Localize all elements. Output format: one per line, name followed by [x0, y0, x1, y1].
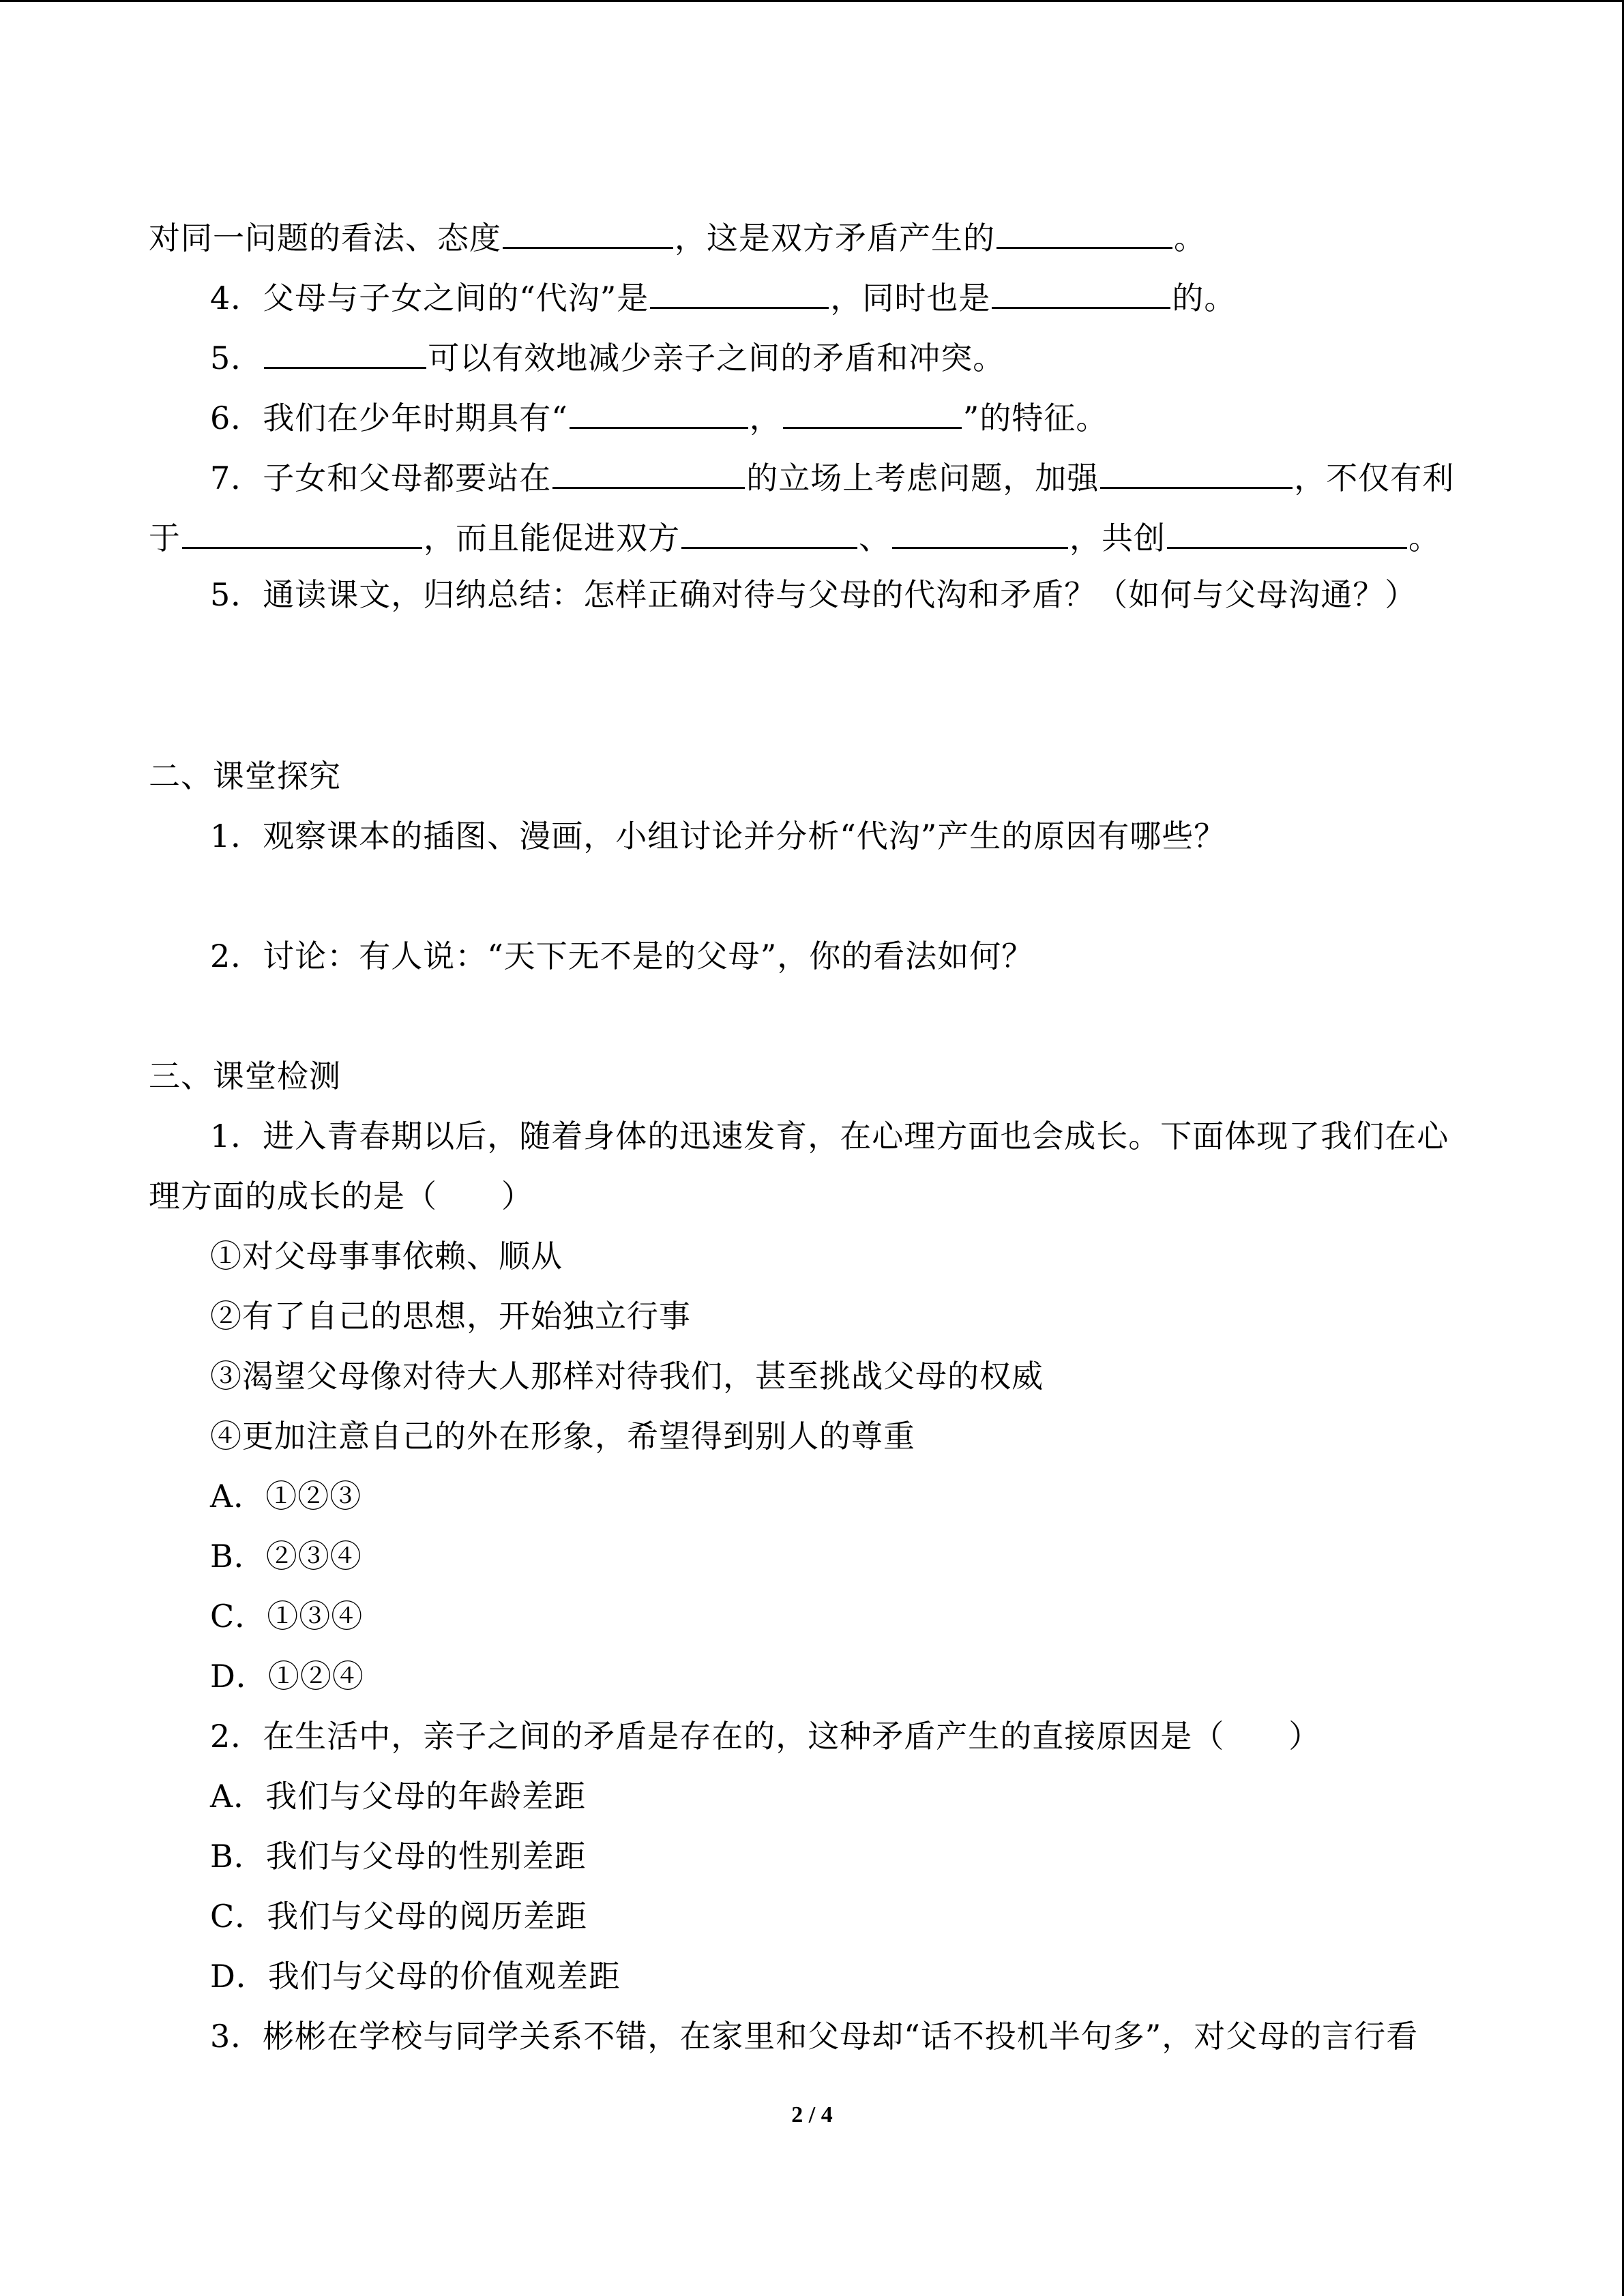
question-continuation: 理方面的成长的是（ ）: [149, 1178, 533, 1214]
section-heading: 三、课堂检测: [149, 1058, 341, 1094]
answer-blank[interactable]: [570, 394, 748, 429]
text-segment: ，这是双方矛盾产生的: [675, 220, 995, 256]
question-summary: 5．通读课文，归纳总结：怎样正确对待与父母的代沟和矛盾？（如何与父母沟通？）: [210, 576, 1417, 613]
answer-blank[interactable]: [552, 454, 745, 489]
text-segment: ，不仅有利: [1294, 460, 1455, 496]
question-item: 1．进入青春期以后，随着身体的迅速发育，在心理方面也会成长。下面体现了我们在心: [210, 1118, 1449, 1154]
text-line: [210, 274, 1236, 318]
answer-blank[interactable]: [996, 214, 1172, 249]
choice-option: C．我们与父母的阅历差距: [210, 1898, 588, 1935]
choice-option: B．②③④: [210, 1538, 362, 1575]
answer-blank[interactable]: [1100, 454, 1293, 489]
text-segment: ，而且能促进双方: [424, 520, 680, 556]
text-segment: 对同一问题的看法、态度: [149, 220, 501, 256]
choice-option: A．①②③: [210, 1478, 362, 1515]
section-heading: 二、课堂探究: [149, 758, 341, 794]
page-number: 2 / 4: [791, 2102, 833, 2128]
text-segment: 5．: [210, 340, 263, 376]
text-segment: ”的特征。: [962, 400, 1108, 436]
statement-item: ③渴望父母像对待大人那样对待我们，甚至挑战父母的权威: [210, 1358, 1044, 1395]
text-line: [210, 334, 1005, 378]
question-item: 2．在生活中，亲子之间的矛盾是存在的，这种矛盾产生的直接原因是（ ）: [210, 1718, 1321, 1755]
question-item: 1．观察课本的插图、漫画，小组讨论并分析“代沟”产生的原因有哪些？: [210, 818, 1226, 854]
statement-item: ④更加注意自己的外在形象，希望得到别人的尊重: [210, 1418, 915, 1455]
text-segment: ，同时也是: [830, 280, 991, 316]
question-item: 2．讨论：有人说：“天下无不是的父母”，你的看法如何？: [210, 938, 1034, 974]
answer-blank[interactable]: [650, 274, 829, 309]
answer-blank[interactable]: [681, 514, 857, 549]
text-line: [210, 394, 1108, 438]
statement-item: ①对父母事事依赖、顺从: [210, 1238, 563, 1274]
text-segment: 的立场上考虑问题，加强: [746, 460, 1099, 496]
choice-option: D．①②④: [210, 1658, 364, 1695]
statement-item: ②有了自己的思想，开始独立行事: [210, 1298, 691, 1335]
answer-blank[interactable]: [892, 514, 1068, 549]
text-segment: 6．我们在少年时期具有“: [210, 400, 568, 436]
question-item: 3．彬彬在学校与同学关系不错，在家里和父母却“话不投机半句多”，对父母的言行看: [210, 2018, 1419, 2055]
text-segment: ，: [749, 400, 782, 436]
choice-option: B．我们与父母的性别差距: [210, 1838, 587, 1875]
text-segment: 的。: [1172, 280, 1237, 316]
answer-blank[interactable]: [992, 274, 1170, 309]
text-segment: 4．父母与子女之间的“代沟”是: [210, 280, 649, 316]
text-line: [149, 214, 1206, 258]
text-segment: ，共创: [1069, 520, 1166, 556]
choice-option: A．我们与父母的年龄差距: [210, 1778, 587, 1815]
text-line: [149, 514, 1441, 558]
text-segment: 7．子女和父母都要站在: [210, 460, 552, 496]
text-segment: 、: [859, 520, 891, 556]
text-segment: 。: [1174, 220, 1206, 256]
text-line: [210, 454, 1454, 498]
choice-option: C．①③④: [210, 1598, 364, 1635]
answer-blank[interactable]: [503, 214, 673, 249]
text-segment: 。: [1408, 520, 1441, 556]
text-segment: 可以有效地减少亲子之间的矛盾和冲突。: [428, 340, 1005, 376]
answer-blank[interactable]: [1167, 514, 1407, 549]
answer-blank[interactable]: [264, 334, 426, 369]
answer-blank[interactable]: [783, 394, 962, 429]
choice-option: D．我们与父母的价值观差距: [210, 1958, 621, 1995]
text-segment: 于: [149, 520, 181, 556]
answer-blank[interactable]: [182, 514, 422, 549]
